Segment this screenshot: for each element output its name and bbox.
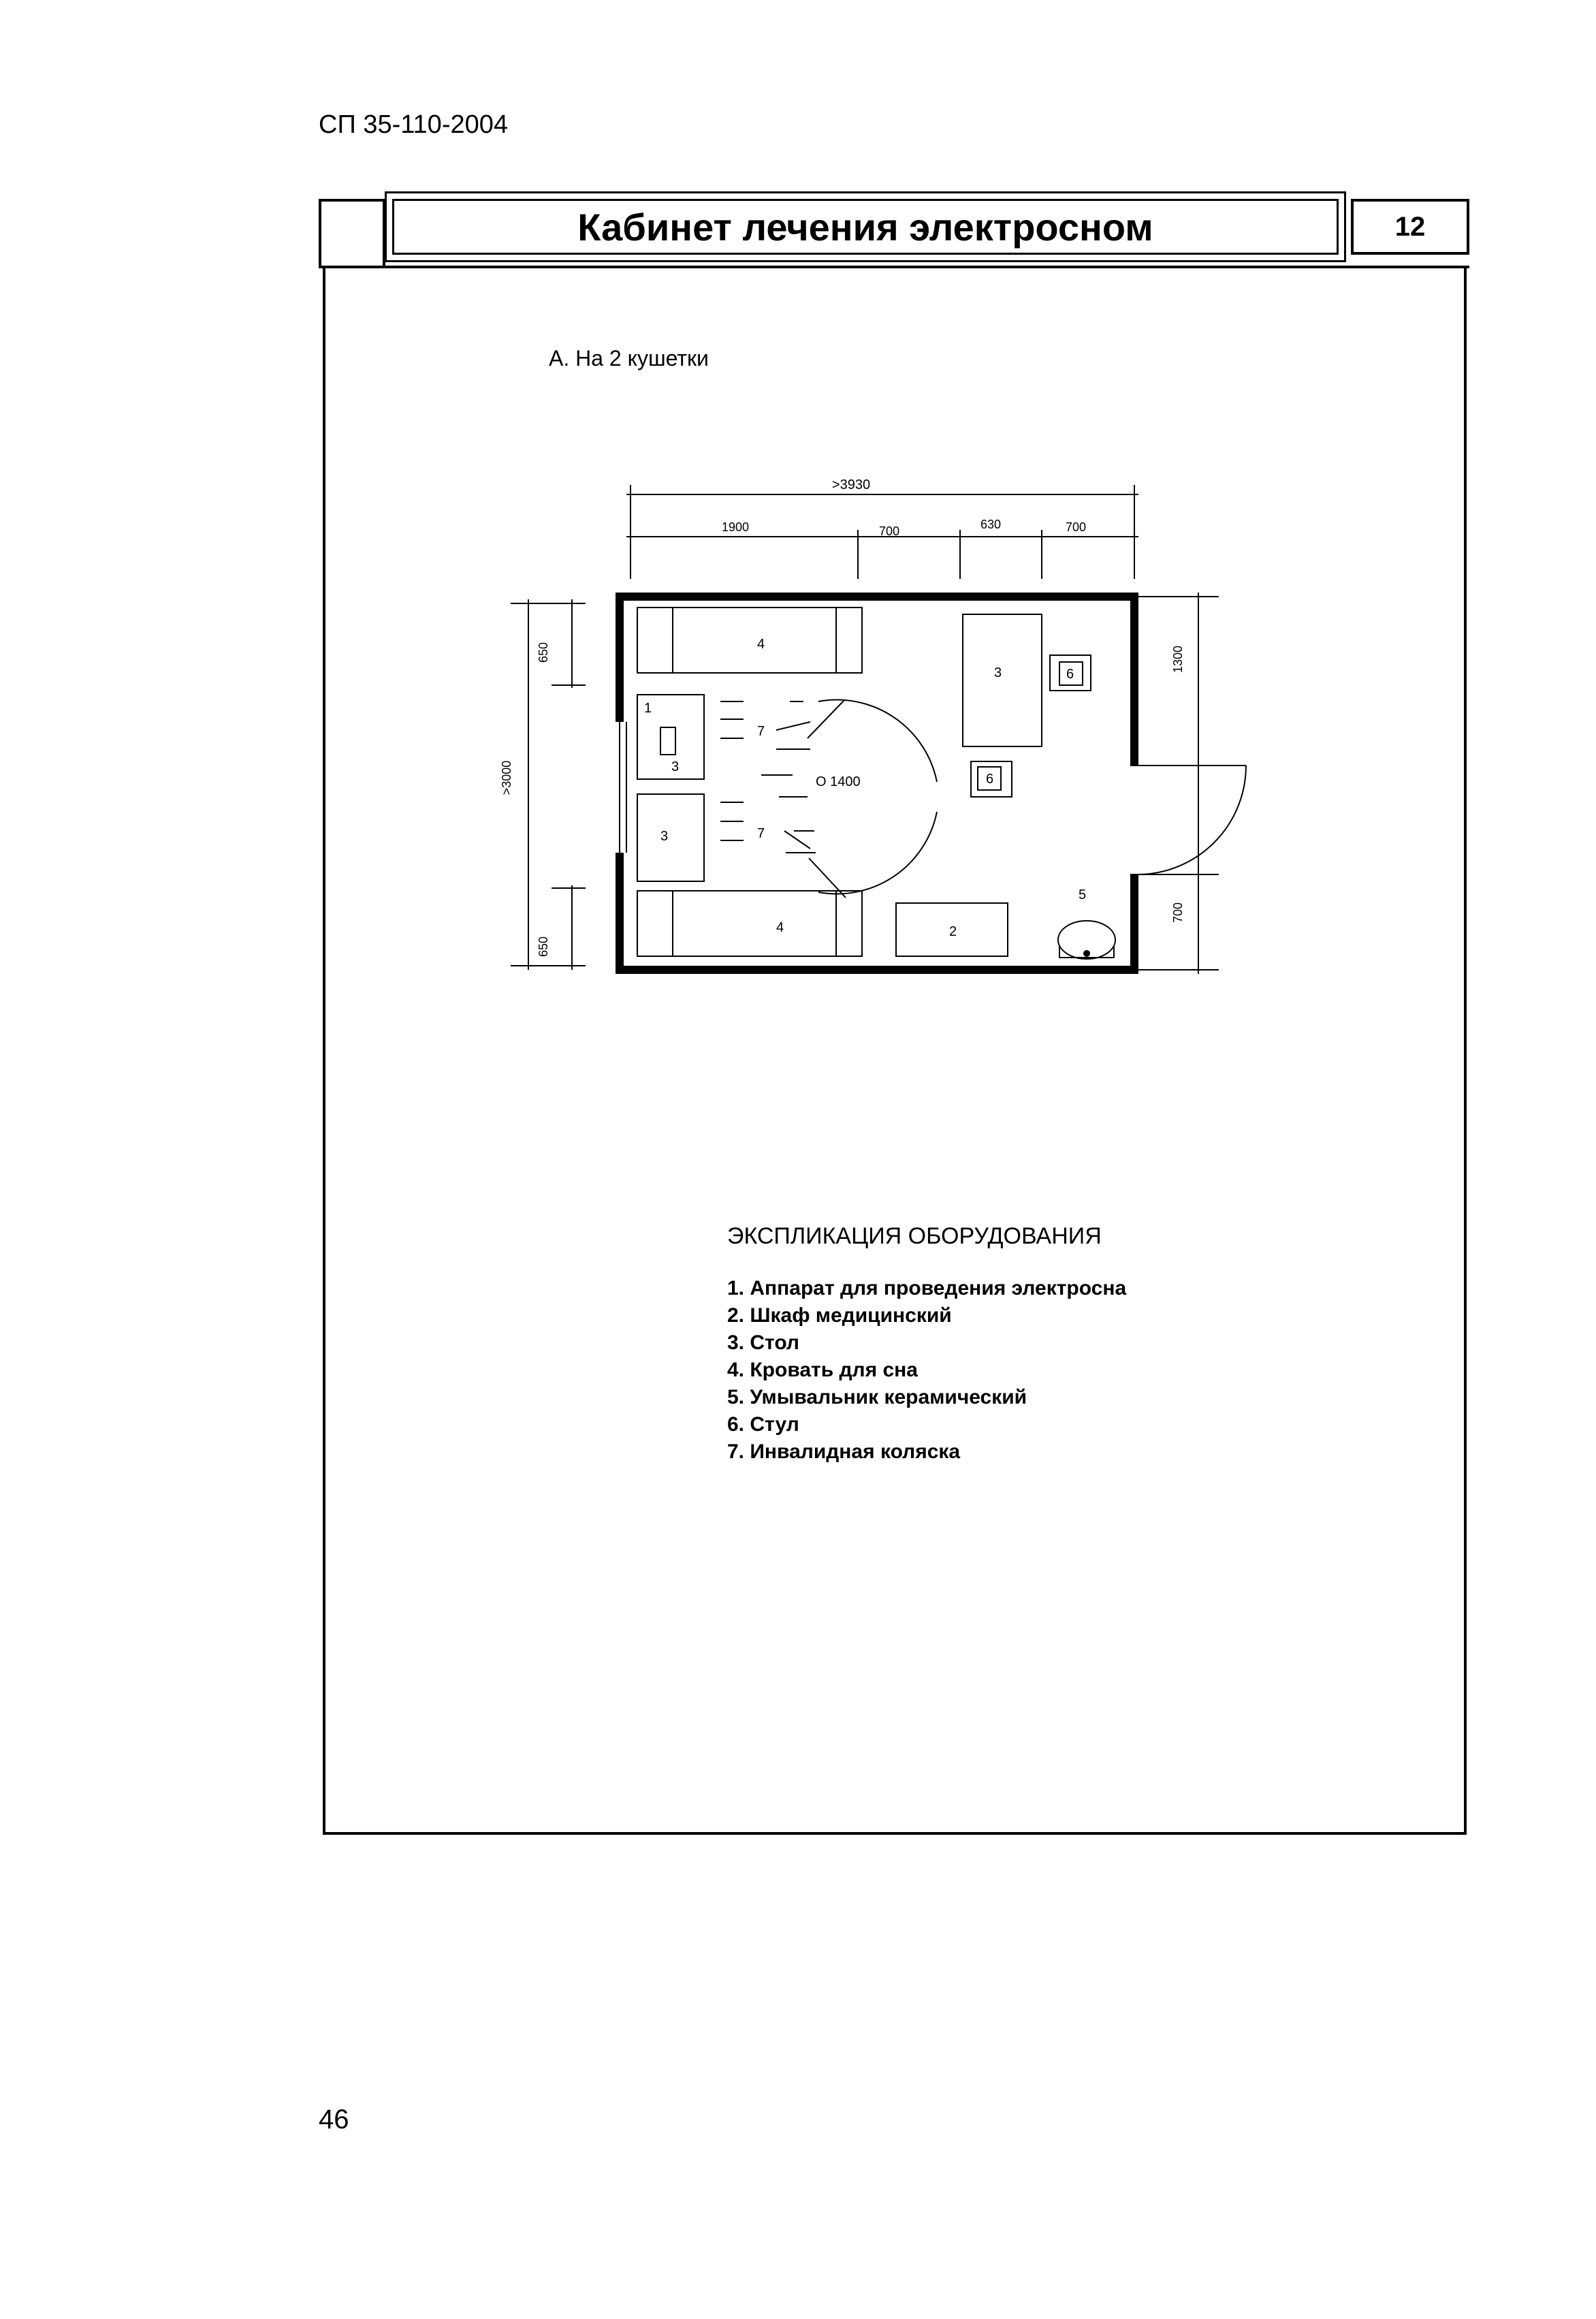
label-table-small: 3 [671, 759, 680, 774]
plan-subtitle: А. На 2 кушетки [549, 346, 709, 370]
label-apparatus: 1 [644, 701, 652, 716]
label-washbasin: 5 [1079, 887, 1087, 902]
label-cabinet: 2 [949, 924, 957, 939]
legend-item: 6. Стул [727, 1413, 799, 1436]
legend-item: 1. Аппарат для проведения электросна [727, 1277, 1127, 1299]
dim-segment-1: 1900 [721, 520, 750, 534]
document-code: СП 35-110-2004 [319, 110, 509, 139]
room-walls [620, 597, 1246, 970]
label-chair-mid: 6 [986, 772, 994, 787]
dim-segment-3: 630 [980, 518, 1002, 531]
equipment-legend [727, 1275, 1126, 1466]
dim-segment-2: 700 [878, 524, 900, 538]
legend-item: 4. Кровать для сна [727, 1359, 918, 1381]
label-table-left: 3 [660, 829, 669, 844]
label-table-right: 3 [994, 665, 1002, 680]
plan-labels [644, 637, 1086, 939]
turning-circle-label: O 1400 [816, 774, 861, 789]
legend-title: ЭКСПЛИКАЦИЯ ОБОРУДОВАНИЯ [727, 1223, 1102, 1249]
sheet-header [319, 199, 1469, 268]
floor-plan [490, 477, 1294, 994]
label-bed-bottom: 4 [776, 920, 784, 935]
dim-total-width: >3930 [831, 477, 871, 492]
legend-item: 2. Шкаф медицинский [727, 1304, 952, 1327]
legend-item: 7. Инвалидная коляска [727, 1440, 961, 1463]
sheet-number: 12 [1351, 199, 1469, 255]
dim-right-bottom: 700 [1171, 902, 1185, 924]
sheet-title: Кабинет лечения электросном [577, 205, 1153, 249]
label-chair-top: 6 [1066, 667, 1074, 682]
dim-left-bottom: 650 [537, 936, 550, 958]
label-wheelchair-bottom: 7 [757, 826, 765, 841]
header-title-cell [392, 199, 1339, 255]
label-wheelchair-top: 7 [757, 724, 765, 739]
label-bed-top: 4 [757, 637, 765, 652]
header-left-cell [319, 199, 385, 268]
dim-left-total: >3000 [500, 760, 513, 795]
dim-segment-4: 700 [1065, 520, 1087, 534]
dim-right-top: 1300 [1171, 645, 1185, 674]
page-number: 46 [319, 2104, 349, 2134]
dim-left-top: 650 [537, 642, 550, 663]
furniture [637, 608, 1115, 959]
legend-item: 5. Умывальник керамический [727, 1386, 1027, 1408]
legend-item: 3. Стол [727, 1331, 799, 1354]
